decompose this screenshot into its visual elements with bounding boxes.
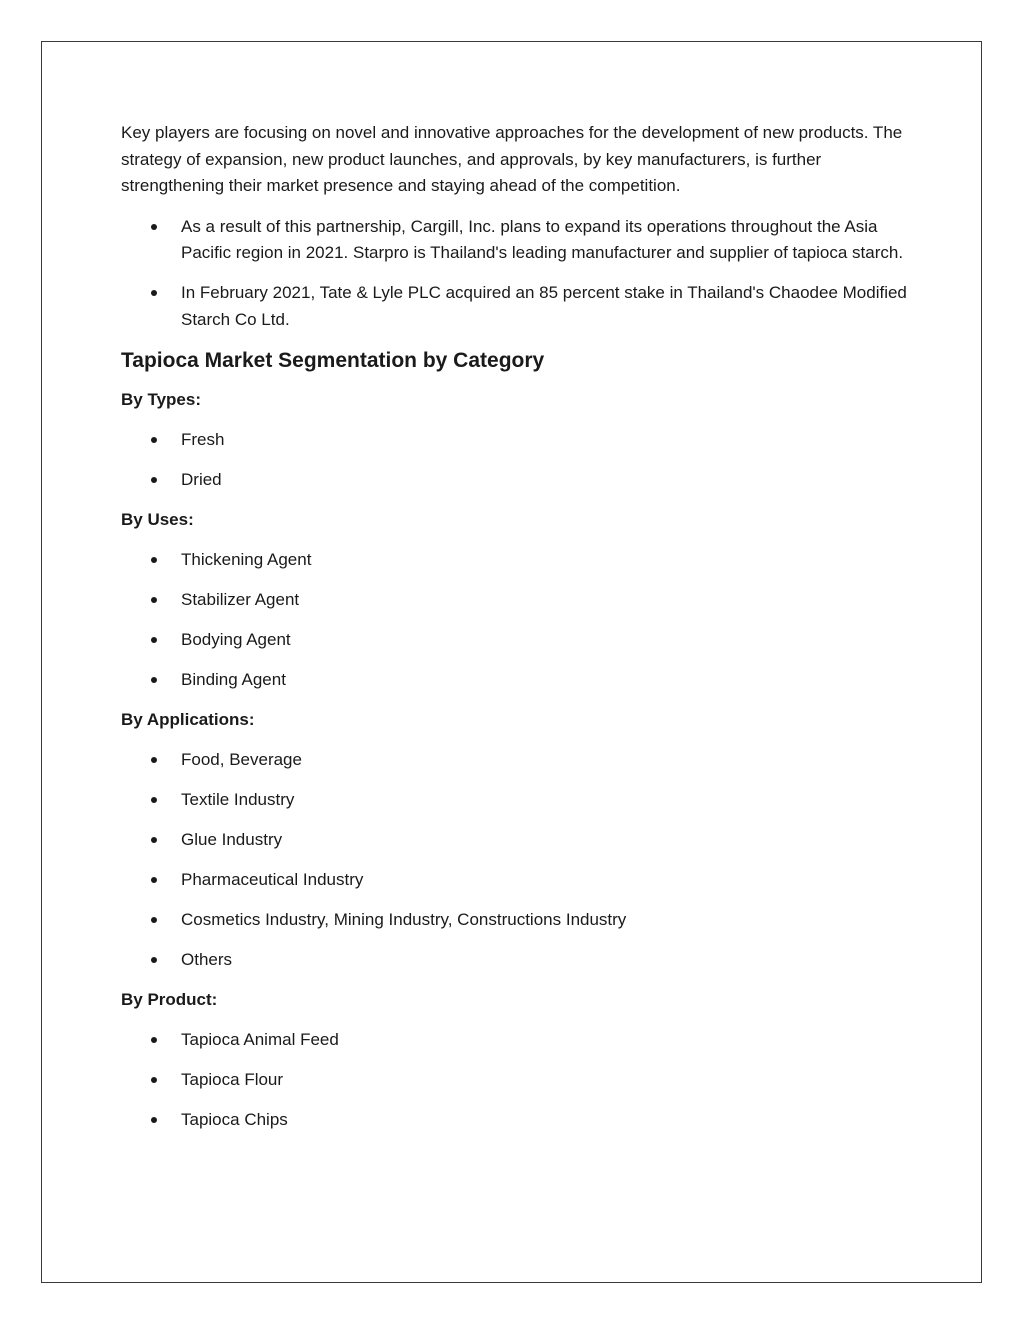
bullet-icon (151, 1117, 157, 1123)
list-item-text: As a result of this partnership, Cargill, Inc. plans to expand its operations throughout the Asia Pacific region in 2021. Starpro is Thailand's leading manufacturer and supplier of tapioca starch. (181, 216, 904, 262)
product-list (121, 1027, 911, 1134)
list-item-text: Pharmaceutical Industry (181, 869, 364, 889)
list-item (121, 787, 911, 814)
list-item (121, 667, 911, 694)
list-item (121, 587, 911, 614)
bullet-icon (151, 877, 157, 883)
list-item (121, 1027, 911, 1054)
list-item-text: Stabilizer Agent (181, 589, 300, 609)
group-label-applications: By Applications: (121, 709, 255, 729)
group-label-types: By Types: (121, 389, 201, 409)
list-item (121, 547, 911, 574)
bullet-icon (151, 290, 157, 296)
list-item (121, 907, 911, 934)
intro-bullet-list (121, 214, 911, 334)
list-item-text: Tapioca Animal Feed (181, 1029, 339, 1049)
list-item-text: Fresh (181, 429, 225, 449)
bullet-icon (151, 917, 157, 923)
list-item-text: Glue Industry (181, 829, 283, 849)
bullet-icon (151, 224, 157, 230)
list-item-text: Tapioca Flour (181, 1069, 284, 1089)
bullet-icon (151, 757, 157, 763)
bullet-icon (151, 1077, 157, 1083)
list-item (121, 427, 911, 454)
list-item (121, 747, 911, 774)
list-item-text: Cosmetics Industry, Mining Industry, Constructions Industry (181, 909, 627, 929)
list-item-text: Binding Agent (181, 669, 286, 689)
list-item (121, 280, 911, 333)
bullet-icon (151, 637, 157, 643)
list-item (121, 1107, 911, 1134)
bullet-icon (151, 677, 157, 683)
types-list (121, 427, 911, 494)
list-item-text: Thickening Agent (181, 549, 312, 569)
bullet-icon (151, 797, 157, 803)
list-item (121, 467, 911, 494)
bullet-icon (151, 957, 157, 963)
section-heading: Tapioca Market Segmentation by Category (121, 348, 545, 372)
intro-paragraph: Key players are focusing on novel and innovative approaches for the development of new products. The strategy of expansion, new product launches, and approvals, by key manufacturers, is further strengthening their market presence and staying ahead of the competition. (121, 123, 903, 195)
list-item (121, 947, 911, 974)
list-item-text: Tapioca Chips (181, 1109, 288, 1129)
list-item-text: Bodying Agent (181, 629, 291, 649)
applications-list (121, 747, 911, 974)
list-item (121, 827, 911, 854)
list-item-text: Others (181, 949, 233, 969)
bullet-icon (151, 1037, 157, 1043)
list-item (121, 627, 911, 654)
bullet-icon (151, 597, 157, 603)
list-item-text: In February 2021, Tate & Lyle PLC acquired an 85 percent stake in Thailand's Chaodee Modified Starch Co Ltd. (181, 283, 907, 329)
list-item-text: Dried (181, 469, 222, 489)
uses-list (121, 547, 911, 694)
group-label-uses: By Uses: (121, 509, 194, 529)
group-label-product: By Product: (121, 989, 218, 1009)
bullet-icon (151, 837, 157, 843)
bullet-icon (151, 557, 157, 563)
bullet-icon (151, 437, 157, 443)
list-item-text: Textile Industry (181, 789, 295, 809)
list-item (121, 1067, 911, 1094)
list-item (121, 214, 911, 267)
list-item (121, 867, 911, 894)
document-body (121, 120, 911, 1147)
bullet-icon (151, 477, 157, 483)
list-item-text: Food, Beverage (181, 749, 302, 769)
